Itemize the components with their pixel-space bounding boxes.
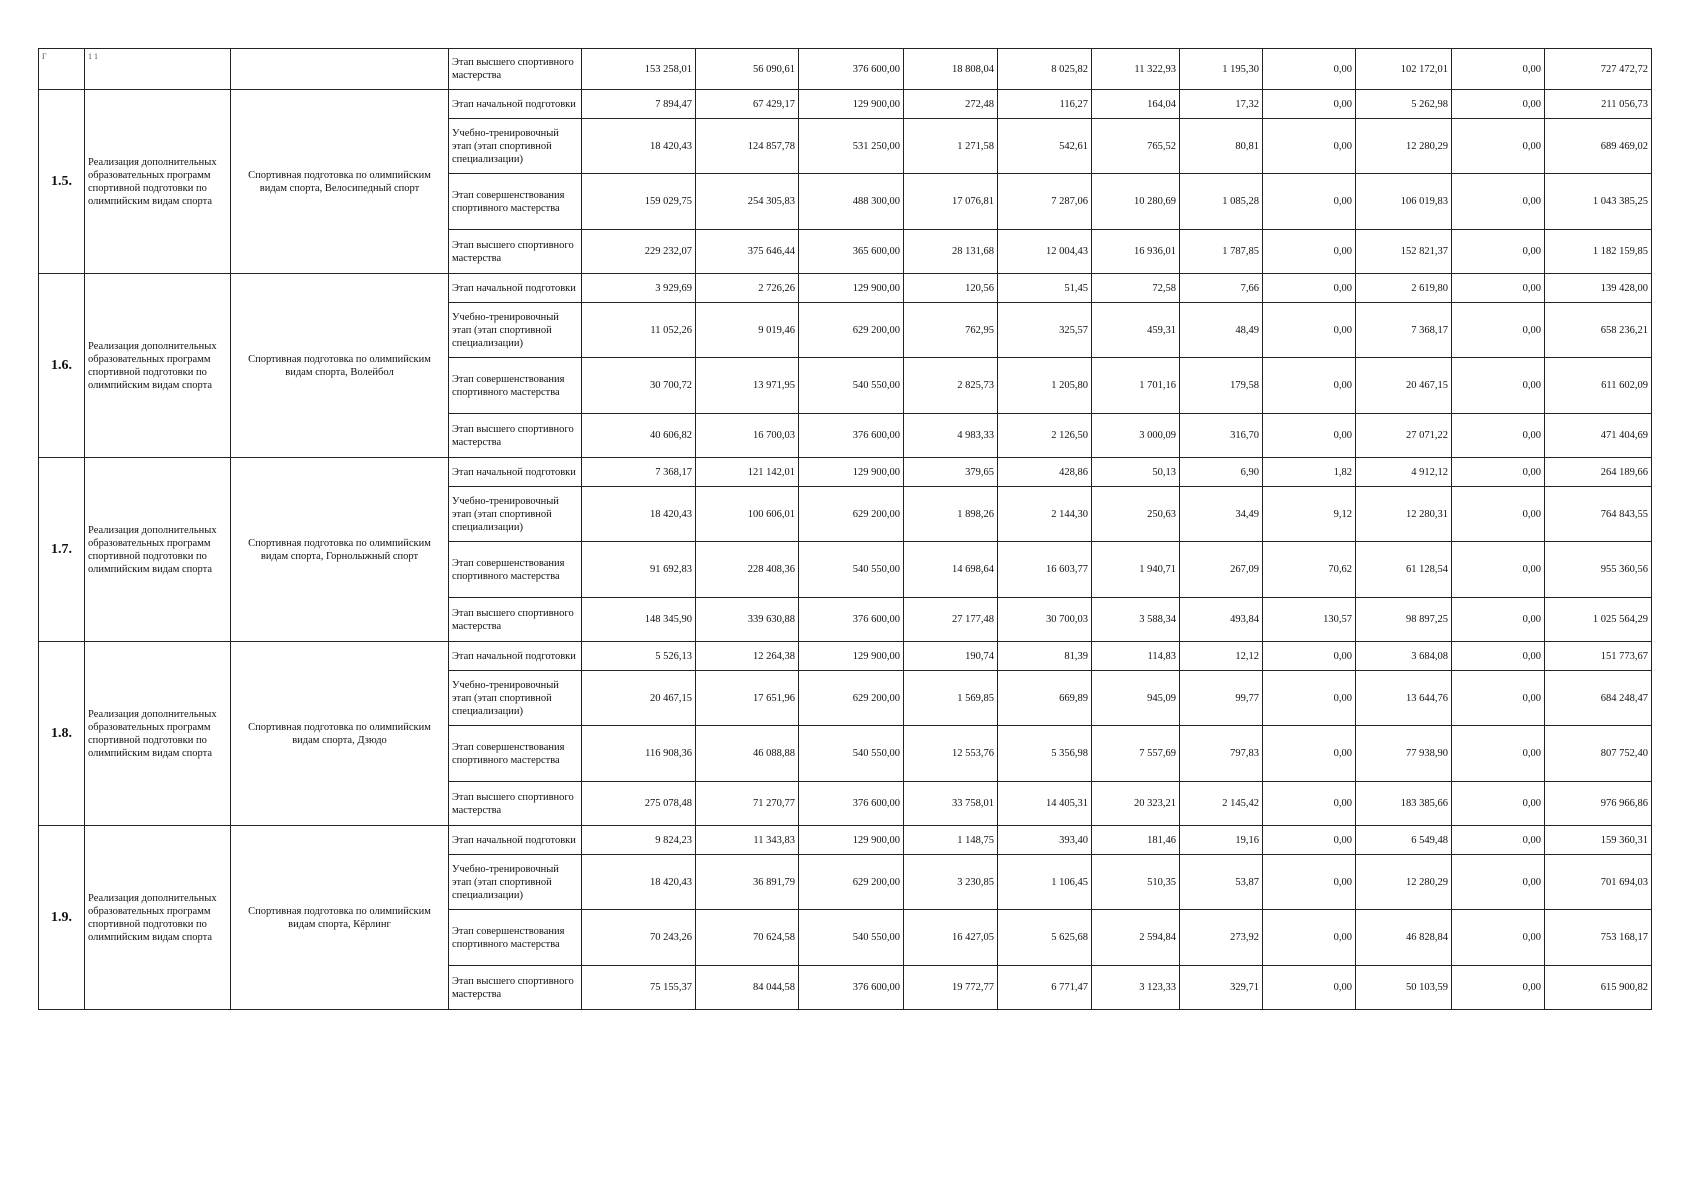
stage-cell: Учебно-тренировочный этап (этап спортивной специализации) xyxy=(449,855,582,910)
value-cell: 2 726,26 xyxy=(696,274,799,303)
value-cell: 1 898,26 xyxy=(904,487,998,542)
value-cell: 18 808,04 xyxy=(904,49,998,90)
value-cell: 164,04 xyxy=(1092,90,1180,119)
stage-cell: Этап совершенствования спортивного мастерства xyxy=(449,726,582,782)
stage-cell: Этап начальной подготовки xyxy=(449,90,582,119)
value-cell: 0,00 xyxy=(1263,303,1356,358)
value-cell: 0,00 xyxy=(1452,966,1545,1010)
value-cell: 0,00 xyxy=(1452,487,1545,542)
value-cell: 70 243,26 xyxy=(582,910,696,966)
value-cell: 46 828,84 xyxy=(1356,910,1452,966)
value-cell: 51,45 xyxy=(998,274,1092,303)
value-cell: 3 000,09 xyxy=(1092,414,1180,458)
value-cell: 130,57 xyxy=(1263,598,1356,642)
stage-cell: Этап высшего спортивного мастерства xyxy=(449,414,582,458)
stage-cell: Этап совершенствования спортивного мастерства xyxy=(449,542,582,598)
value-cell: 1 205,80 xyxy=(998,358,1092,414)
value-cell: 376 600,00 xyxy=(799,966,904,1010)
value-cell: 12 264,38 xyxy=(696,642,799,671)
sport-cell: Спортивная подготовка по олимпийским видам спорта, Горнолыжный спорт xyxy=(231,458,449,642)
row-index: 1.5. xyxy=(39,90,85,274)
sport-cell: Спортивная подготовка по олимпийским видам спорта, Дзюдо xyxy=(231,642,449,826)
stage-cell: Этап начальной подготовки xyxy=(449,458,582,487)
value-cell: 19,16 xyxy=(1180,826,1263,855)
value-cell: 229 232,07 xyxy=(582,230,696,274)
value-cell: 0,00 xyxy=(1452,671,1545,726)
value-cell: 14 698,64 xyxy=(904,542,998,598)
value-cell: 179,58 xyxy=(1180,358,1263,414)
value-cell: 615 900,82 xyxy=(1545,966,1652,1010)
value-cell: 0,00 xyxy=(1263,826,1356,855)
value-cell: 2 144,30 xyxy=(998,487,1092,542)
value-cell: 254 305,83 xyxy=(696,174,799,230)
value-cell: 72,58 xyxy=(1092,274,1180,303)
value-cell: 71 270,77 xyxy=(696,782,799,826)
value-cell: 797,83 xyxy=(1180,726,1263,782)
value-cell: 0,00 xyxy=(1452,855,1545,910)
value-cell: 11 052,26 xyxy=(582,303,696,358)
value-cell: 701 694,03 xyxy=(1545,855,1652,910)
sport-cell: Спортивная подготовка по олимпийским видам спорта, Волейбол xyxy=(231,274,449,458)
value-cell: 116 908,36 xyxy=(582,726,696,782)
program-cell: Реализация дополнительных образовательных программ спортивной подготовки по олимпийским видам спорта xyxy=(85,90,231,274)
value-cell: 0,00 xyxy=(1452,49,1545,90)
value-cell: 3 230,85 xyxy=(904,855,998,910)
value-cell: 116,27 xyxy=(998,90,1092,119)
value-cell: 2 145,42 xyxy=(1180,782,1263,826)
value-cell: 0,00 xyxy=(1263,855,1356,910)
value-cell: 0,00 xyxy=(1263,230,1356,274)
value-cell: 36 891,79 xyxy=(696,855,799,910)
value-cell: 540 550,00 xyxy=(799,726,904,782)
value-cell: 159 360,31 xyxy=(1545,826,1652,855)
value-cell: 40 606,82 xyxy=(582,414,696,458)
value-cell: 0,00 xyxy=(1263,90,1356,119)
value-cell: 9 019,46 xyxy=(696,303,799,358)
value-cell: 0,00 xyxy=(1452,542,1545,598)
value-cell: 379,65 xyxy=(904,458,998,487)
value-cell: 0,00 xyxy=(1263,49,1356,90)
value-cell: 12 280,31 xyxy=(1356,487,1452,542)
sport-cell: Спортивная подготовка по олимпийским видам спорта, Велосипедный спорт xyxy=(231,90,449,274)
value-cell: 7 894,47 xyxy=(582,90,696,119)
value-cell: 7 368,17 xyxy=(1356,303,1452,358)
value-cell: 250,63 xyxy=(1092,487,1180,542)
value-cell: 4 912,12 xyxy=(1356,458,1452,487)
value-cell: 228 408,36 xyxy=(696,542,799,598)
value-cell: 70 624,58 xyxy=(696,910,799,966)
value-cell: 129 900,00 xyxy=(799,642,904,671)
value-cell: 81,39 xyxy=(998,642,1092,671)
value-cell: 114,83 xyxy=(1092,642,1180,671)
value-cell: 273,92 xyxy=(1180,910,1263,966)
value-cell: 91 692,83 xyxy=(582,542,696,598)
value-cell: 12 280,29 xyxy=(1356,855,1452,910)
value-cell: 0,00 xyxy=(1263,274,1356,303)
value-cell: 100 606,01 xyxy=(696,487,799,542)
value-cell: 12,12 xyxy=(1180,642,1263,671)
value-cell: 0,00 xyxy=(1452,910,1545,966)
value-cell: 629 200,00 xyxy=(799,303,904,358)
value-cell: 98 897,25 xyxy=(1356,598,1452,642)
value-cell: 129 900,00 xyxy=(799,90,904,119)
value-cell: 727 472,72 xyxy=(1545,49,1652,90)
value-cell: 13 644,76 xyxy=(1356,671,1452,726)
value-cell: 669,89 xyxy=(998,671,1092,726)
value-cell: 0,00 xyxy=(1452,782,1545,826)
value-cell: 9,12 xyxy=(1263,487,1356,542)
value-cell: 30 700,03 xyxy=(998,598,1092,642)
value-cell: 13 971,95 xyxy=(696,358,799,414)
stage-cell: Этап высшего спортивного мастерства xyxy=(449,598,582,642)
value-cell: 0,00 xyxy=(1452,458,1545,487)
value-cell: 0,00 xyxy=(1452,726,1545,782)
program-cell: Реализация дополнительных образовательных программ спортивной подготовки по олимпийским видам спорта xyxy=(85,826,231,1010)
value-cell: 393,40 xyxy=(998,826,1092,855)
value-cell: 0,00 xyxy=(1263,910,1356,966)
stage-cell: Этап совершенствования спортивного мастерства xyxy=(449,358,582,414)
value-cell: 9 824,23 xyxy=(582,826,696,855)
value-cell: 20 323,21 xyxy=(1092,782,1180,826)
stage-cell: Учебно-тренировочный этап (этап спортивной специализации) xyxy=(449,303,582,358)
value-cell: 121 142,01 xyxy=(696,458,799,487)
value-cell: 428,86 xyxy=(998,458,1092,487)
value-cell: 807 752,40 xyxy=(1545,726,1652,782)
value-cell: 0,00 xyxy=(1263,119,1356,174)
value-cell: 471 404,69 xyxy=(1545,414,1652,458)
value-cell: 1 025 564,29 xyxy=(1545,598,1652,642)
value-cell: 18 420,43 xyxy=(582,119,696,174)
value-cell: 264 189,66 xyxy=(1545,458,1652,487)
stage-cell: Этап совершенствования спортивного мастерства xyxy=(449,174,582,230)
value-cell: 629 200,00 xyxy=(799,487,904,542)
value-cell: 0,00 xyxy=(1263,671,1356,726)
value-cell: 53,87 xyxy=(1180,855,1263,910)
value-cell: 762,95 xyxy=(904,303,998,358)
value-cell: 1 182 159,85 xyxy=(1545,230,1652,274)
value-cell: 11 343,83 xyxy=(696,826,799,855)
value-cell: 20 467,15 xyxy=(582,671,696,726)
value-cell: 459,31 xyxy=(1092,303,1180,358)
corner-mark: 1 1 xyxy=(85,49,231,90)
value-cell: 2 619,80 xyxy=(1356,274,1452,303)
value-cell: 0,00 xyxy=(1452,90,1545,119)
value-cell: 6,90 xyxy=(1180,458,1263,487)
value-cell: 0,00 xyxy=(1263,966,1356,1010)
value-cell: 4 983,33 xyxy=(904,414,998,458)
value-cell: 689 469,02 xyxy=(1545,119,1652,174)
value-cell: 0,00 xyxy=(1452,414,1545,458)
value-cell: 7 368,17 xyxy=(582,458,696,487)
value-cell: 17 076,81 xyxy=(904,174,998,230)
value-cell: 0,00 xyxy=(1263,642,1356,671)
value-cell: 2 126,50 xyxy=(998,414,1092,458)
value-cell: 46 088,88 xyxy=(696,726,799,782)
value-cell: 16 700,03 xyxy=(696,414,799,458)
value-cell: 1 148,75 xyxy=(904,826,998,855)
value-cell: 3 684,08 xyxy=(1356,642,1452,671)
row-index: 1.7. xyxy=(39,458,85,642)
value-cell: 0,00 xyxy=(1452,274,1545,303)
value-cell: 1 787,85 xyxy=(1180,230,1263,274)
value-cell: 1 106,45 xyxy=(998,855,1092,910)
value-cell: 30 700,72 xyxy=(582,358,696,414)
value-cell: 18 420,43 xyxy=(582,487,696,542)
stage-cell: Этап высшего спортивного мастерства xyxy=(449,966,582,1010)
value-cell: 124 857,78 xyxy=(696,119,799,174)
value-cell: 12 004,43 xyxy=(998,230,1092,274)
value-cell: 488 300,00 xyxy=(799,174,904,230)
value-cell: 148 345,90 xyxy=(582,598,696,642)
value-cell: 611 602,09 xyxy=(1545,358,1652,414)
stage-cell: Этап начальной подготовки xyxy=(449,642,582,671)
table-row xyxy=(39,90,1652,119)
value-cell: 1 940,71 xyxy=(1092,542,1180,598)
value-cell: 0,00 xyxy=(1452,119,1545,174)
value-cell: 540 550,00 xyxy=(799,358,904,414)
value-cell: 1 043 385,25 xyxy=(1545,174,1652,230)
value-cell: 0,00 xyxy=(1263,726,1356,782)
budget-table xyxy=(38,48,1652,1010)
value-cell: 493,84 xyxy=(1180,598,1263,642)
value-cell: 16 936,01 xyxy=(1092,230,1180,274)
value-cell: 1,82 xyxy=(1263,458,1356,487)
value-cell: 376 600,00 xyxy=(799,782,904,826)
value-cell: 77 938,90 xyxy=(1356,726,1452,782)
value-cell: 329,71 xyxy=(1180,966,1263,1010)
value-cell: 0,00 xyxy=(1452,230,1545,274)
value-cell: 955 360,56 xyxy=(1545,542,1652,598)
value-cell: 139 428,00 xyxy=(1545,274,1652,303)
value-cell: 753 168,17 xyxy=(1545,910,1652,966)
table-row xyxy=(39,274,1652,303)
stage-cell: Учебно-тренировочный этап (этап спортивной специализации) xyxy=(449,671,582,726)
value-cell: 1 701,16 xyxy=(1092,358,1180,414)
value-cell: 34,49 xyxy=(1180,487,1263,542)
value-cell: 267,09 xyxy=(1180,542,1263,598)
value-cell: 764 843,55 xyxy=(1545,487,1652,542)
value-cell: 11 322,93 xyxy=(1092,49,1180,90)
value-cell: 120,56 xyxy=(904,274,998,303)
value-cell: 50 103,59 xyxy=(1356,966,1452,1010)
sport-cell xyxy=(231,49,449,90)
stage-cell: Этап совершенствования спортивного мастерства xyxy=(449,910,582,966)
value-cell: 272,48 xyxy=(904,90,998,119)
value-cell: 376 600,00 xyxy=(799,49,904,90)
value-cell: 48,49 xyxy=(1180,303,1263,358)
row-index: 1.9. xyxy=(39,826,85,1010)
value-cell: 275 078,48 xyxy=(582,782,696,826)
value-cell: 67 429,17 xyxy=(696,90,799,119)
value-cell: 6 549,48 xyxy=(1356,826,1452,855)
value-cell: 1 085,28 xyxy=(1180,174,1263,230)
value-cell: 658 236,21 xyxy=(1545,303,1652,358)
value-cell: 540 550,00 xyxy=(799,910,904,966)
value-cell: 0,00 xyxy=(1263,782,1356,826)
value-cell: 3 588,34 xyxy=(1092,598,1180,642)
stage-cell: Учебно-тренировочный этап (этап спортивной специализации) xyxy=(449,487,582,542)
value-cell: 183 385,66 xyxy=(1356,782,1452,826)
stage-cell: Учебно-тренировочный этап (этап спортивной специализации) xyxy=(449,119,582,174)
table-row xyxy=(39,826,1652,855)
value-cell: 17 651,96 xyxy=(696,671,799,726)
value-cell: 129 900,00 xyxy=(799,274,904,303)
row-index: 1.8. xyxy=(39,642,85,826)
value-cell: 629 200,00 xyxy=(799,855,904,910)
value-cell: 151 773,67 xyxy=(1545,642,1652,671)
stage-cell: Этап высшего спортивного мастерства xyxy=(449,230,582,274)
value-cell: 7 557,69 xyxy=(1092,726,1180,782)
value-cell: 375 646,44 xyxy=(696,230,799,274)
value-cell: 70,62 xyxy=(1263,542,1356,598)
value-cell: 75 155,37 xyxy=(582,966,696,1010)
value-cell: 3 123,33 xyxy=(1092,966,1180,1010)
value-cell: 376 600,00 xyxy=(799,598,904,642)
value-cell: 50,13 xyxy=(1092,458,1180,487)
value-cell: 5 262,98 xyxy=(1356,90,1452,119)
value-cell: 14 405,31 xyxy=(998,782,1092,826)
value-cell: 0,00 xyxy=(1452,174,1545,230)
value-cell: 153 258,01 xyxy=(582,49,696,90)
value-cell: 17,32 xyxy=(1180,90,1263,119)
value-cell: 0,00 xyxy=(1263,414,1356,458)
value-cell: 765,52 xyxy=(1092,119,1180,174)
value-cell: 945,09 xyxy=(1092,671,1180,726)
value-cell: 84 044,58 xyxy=(696,966,799,1010)
value-cell: 18 420,43 xyxy=(582,855,696,910)
value-cell: 0,00 xyxy=(1263,174,1356,230)
value-cell: 5 526,13 xyxy=(582,642,696,671)
value-cell: 20 467,15 xyxy=(1356,358,1452,414)
value-cell: 28 131,68 xyxy=(904,230,998,274)
value-cell: 16 603,77 xyxy=(998,542,1092,598)
value-cell: 159 029,75 xyxy=(582,174,696,230)
value-cell: 1 569,85 xyxy=(904,671,998,726)
row-index: 1.6. xyxy=(39,274,85,458)
stage-cell: Этап высшего спортивного мастерства xyxy=(449,49,582,90)
value-cell: 19 772,77 xyxy=(904,966,998,1010)
value-cell: 10 280,69 xyxy=(1092,174,1180,230)
value-cell: 0,00 xyxy=(1452,303,1545,358)
program-cell: Реализация дополнительных образовательных программ спортивной подготовки по олимпийским видам спорта xyxy=(85,274,231,458)
value-cell: 1 271,58 xyxy=(904,119,998,174)
value-cell: 339 630,88 xyxy=(696,598,799,642)
value-cell: 102 172,01 xyxy=(1356,49,1452,90)
stage-cell: Этап высшего спортивного мастерства xyxy=(449,782,582,826)
value-cell: 12 553,76 xyxy=(904,726,998,782)
value-cell: 129 900,00 xyxy=(799,826,904,855)
table-row xyxy=(39,49,1652,90)
table-row xyxy=(39,458,1652,487)
value-cell: 0,00 xyxy=(1452,642,1545,671)
value-cell: 376 600,00 xyxy=(799,414,904,458)
value-cell: 7 287,06 xyxy=(998,174,1092,230)
value-cell: 629 200,00 xyxy=(799,671,904,726)
value-cell: 5 356,98 xyxy=(998,726,1092,782)
value-cell: 181,46 xyxy=(1092,826,1180,855)
value-cell: 510,35 xyxy=(1092,855,1180,910)
corner-mark: Г xyxy=(39,49,85,90)
value-cell: 152 821,37 xyxy=(1356,230,1452,274)
table-row xyxy=(39,642,1652,671)
value-cell: 0,00 xyxy=(1452,598,1545,642)
value-cell: 316,70 xyxy=(1180,414,1263,458)
value-cell: 27 071,22 xyxy=(1356,414,1452,458)
value-cell: 6 771,47 xyxy=(998,966,1092,1010)
stage-cell: Этап начальной подготовки xyxy=(449,274,582,303)
value-cell: 976 966,86 xyxy=(1545,782,1652,826)
sport-cell: Спортивная подготовка по олимпийским видам спорта, Кёрлинг xyxy=(231,826,449,1010)
value-cell: 365 600,00 xyxy=(799,230,904,274)
value-cell: 27 177,48 xyxy=(904,598,998,642)
value-cell: 684 248,47 xyxy=(1545,671,1652,726)
stage-cell: Этап начальной подготовки xyxy=(449,826,582,855)
value-cell: 2 594,84 xyxy=(1092,910,1180,966)
program-cell: Реализация дополнительных образовательных программ спортивной подготовки по олимпийским видам спорта xyxy=(85,642,231,826)
value-cell: 12 280,29 xyxy=(1356,119,1452,174)
value-cell: 16 427,05 xyxy=(904,910,998,966)
value-cell: 325,57 xyxy=(998,303,1092,358)
value-cell: 531 250,00 xyxy=(799,119,904,174)
value-cell: 33 758,01 xyxy=(904,782,998,826)
value-cell: 3 929,69 xyxy=(582,274,696,303)
value-cell: 80,81 xyxy=(1180,119,1263,174)
value-cell: 190,74 xyxy=(904,642,998,671)
value-cell: 0,00 xyxy=(1452,358,1545,414)
value-cell: 0,00 xyxy=(1263,358,1356,414)
program-cell: Реализация дополнительных образовательных программ спортивной подготовки по олимпийским видам спорта xyxy=(85,458,231,642)
value-cell: 1 195,30 xyxy=(1180,49,1263,90)
budget-table-sheet xyxy=(38,48,1652,1010)
value-cell: 5 625,68 xyxy=(998,910,1092,966)
value-cell: 8 025,82 xyxy=(998,49,1092,90)
value-cell: 540 550,00 xyxy=(799,542,904,598)
value-cell: 2 825,73 xyxy=(904,358,998,414)
value-cell: 99,77 xyxy=(1180,671,1263,726)
value-cell: 129 900,00 xyxy=(799,458,904,487)
value-cell: 56 090,61 xyxy=(696,49,799,90)
value-cell: 61 128,54 xyxy=(1356,542,1452,598)
value-cell: 0,00 xyxy=(1452,826,1545,855)
value-cell: 106 019,83 xyxy=(1356,174,1452,230)
value-cell: 7,66 xyxy=(1180,274,1263,303)
value-cell: 542,61 xyxy=(998,119,1092,174)
value-cell: 211 056,73 xyxy=(1545,90,1652,119)
